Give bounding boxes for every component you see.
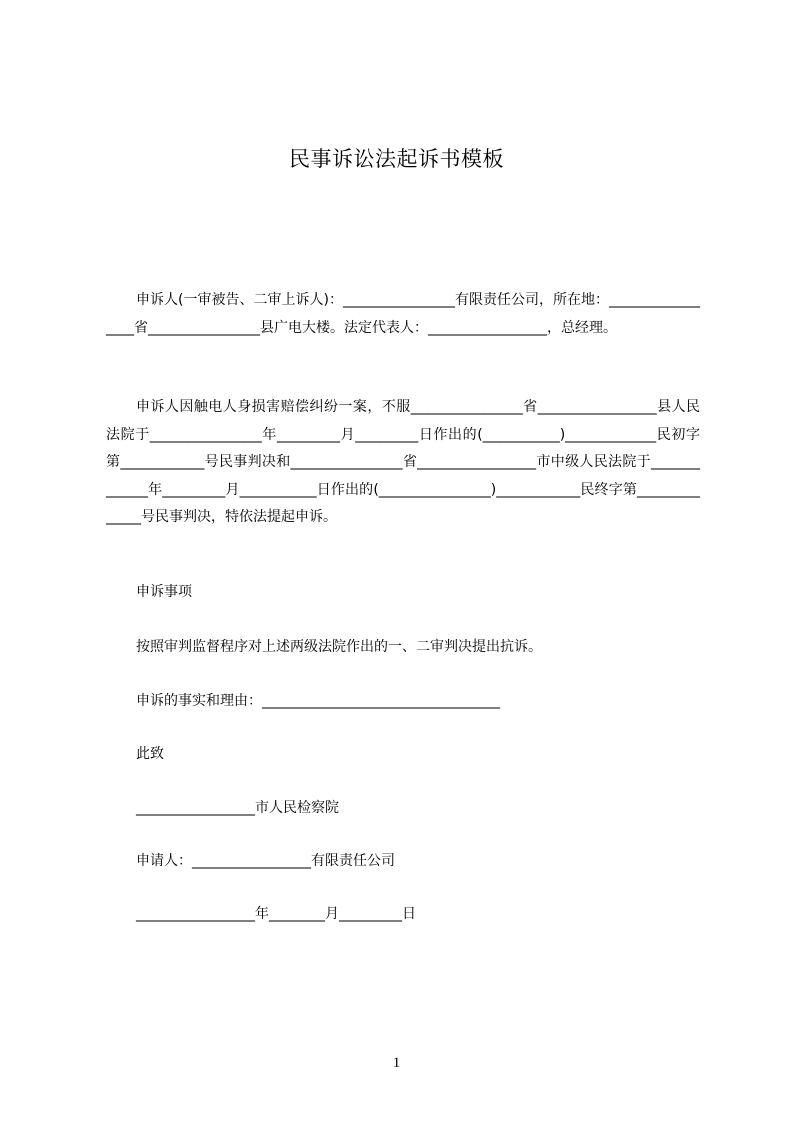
section-heading: 申诉事项 [136, 584, 192, 600]
request-line: 按照审判监督程序对上述两级法院作出的一、二审判决提出抗诉。 [136, 639, 542, 655]
case-paragraph: 申诉人因触电人身损害赔偿纠纷一案，不服________________省_________________县人民法院于________________年_________月_________日作出的(___________)_____________民初字第____________号民事判决和________________省_________________市中级人民法院于_____________年_________月___________日作出的(________________)____________民终字第______________号民事判决，特依法提起申诉。 [106, 399, 700, 525]
facts-line: 申诉的事实和理由：__________________________________ [136, 693, 500, 709]
applicant-line: 申请人：_________________有限责任公司 [136, 853, 395, 869]
appellant-paragraph: 申诉人(一审被告、二审上诉人)：________________有限责任公司，所在地：_________________省________________县广电大楼。法定代表人：_________________，总经理。 [106, 292, 700, 336]
salutation-line: 此致 [136, 746, 164, 762]
recipient-line: _________________市人民检察院 [136, 800, 339, 816]
document-title: 民事诉讼法起诉书模板 [289, 147, 504, 171]
page-number: 1 [392, 1055, 401, 1071]
date-line: _________________年________月_________日 [136, 906, 416, 922]
